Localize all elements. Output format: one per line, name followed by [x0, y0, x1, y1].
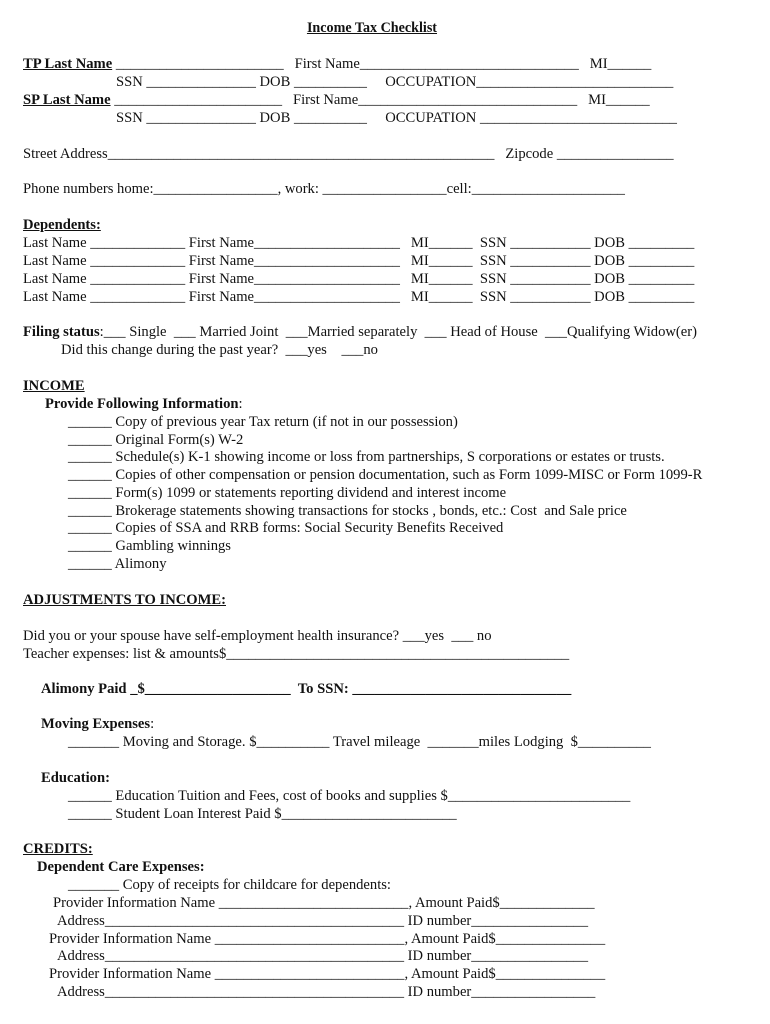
income-item[interactable]: ______ Copy of previous year Tax return (if not in our possession) — [68, 414, 458, 430]
income-item[interactable]: ______ Copies of SSA and RRB forms: Social Security Benefits Received — [68, 520, 504, 536]
income-item[interactable]: ______ Gambling winnings — [68, 538, 231, 554]
moving-expenses-colon: : — [150, 716, 155, 732]
provider-address-row[interactable]: Address_________________________________________ ID number________________ — [57, 948, 589, 964]
income-item[interactable]: ______ Copies of other compensation or pension documentation, such as Form 1099-MISC or Form 1099-R — [68, 467, 703, 483]
provider-name-row[interactable]: Provider Information Name __________________________, Amount Paid$_____________ — [53, 895, 595, 911]
moving-expenses-row[interactable]: _______ Moving and Storage. $__________ Travel mileage _______miles Lodging $__________ — [68, 734, 651, 750]
filing-change-question[interactable]: Did this change during the past year? ___yes ___no — [61, 342, 378, 358]
dependent-row[interactable]: Last Name _____________ First Name____________________ MI______ SSN ___________ DOB _________ — [23, 253, 695, 269]
dependent-care-heading: Dependent Care Expenses: — [37, 859, 205, 875]
income-item[interactable]: ______ Form(s) 1099 or statements reporting dividend and interest income — [68, 485, 507, 501]
sp-last-name-label: SP Last Name — [23, 92, 111, 108]
income-item[interactable]: ______ Schedule(s) K-1 showing income or loss from partnerships, S corporations or estates or trusts. — [68, 449, 665, 465]
income-heading: INCOME — [23, 378, 85, 394]
sp-ssn-row[interactable]: SSN _______________ DOB __________ OCCUPATION ___________________________ — [116, 110, 677, 126]
provider-address-row[interactable]: Address_________________________________________ ID number_________________ — [57, 984, 596, 1000]
phone-row[interactable]: Phone numbers home:_________________, work: _________________cell:_____________________ — [23, 181, 625, 197]
sp-name-fields[interactable]: _______________________ First Name______________________________ MI______ — [110, 92, 650, 108]
street-address-row[interactable]: Street Address_____________________________________________________ Zipcode ________________ — [23, 146, 674, 162]
health-insurance-question[interactable]: Did you or your spouse have self-employment health insurance? ___yes ___ no — [23, 628, 492, 644]
tp-last-name-label: TP Last Name — [23, 56, 113, 72]
moving-expenses-label: Moving Expenses — [41, 716, 151, 732]
income-item[interactable]: ______ Brokerage statements showing transactions for stocks , bonds, etc.: Cost and Sale price — [68, 503, 627, 519]
income-item[interactable]: ______ Original Form(s) W-2 — [68, 432, 244, 448]
dependent-row[interactable]: Last Name _____________ First Name____________________ MI______ SSN ___________ DOB _________ — [23, 289, 695, 305]
provider-address-row[interactable]: Address_________________________________________ ID number________________ — [57, 913, 589, 929]
sp-row — [23, 92, 650, 110]
provider-name-row[interactable]: Provider Information Name __________________________, Amount Paid$_______________ — [49, 931, 606, 947]
income-item[interactable]: ______ Alimony — [68, 556, 167, 572]
education-item[interactable]: ______ Student Loan Interest Paid $________________________ — [68, 806, 457, 822]
education-heading: Education: — [41, 770, 110, 786]
teacher-expenses-row[interactable]: Teacher expenses: list & amounts$_______________________________________________ — [23, 646, 570, 662]
alimony-paid-row[interactable]: Alimony Paid _$____________________ To SSN: ______________________________ — [41, 681, 572, 697]
tp-ssn-row[interactable]: SSN _______________ DOB __________ OCCUPATION___________________________ — [116, 74, 674, 90]
income-subheading — [45, 396, 243, 414]
filing-status-options[interactable]: :___ Single ___ Married Joint ___Married separately ___ Head of House ___Qualifying Widow(er) — [99, 324, 697, 340]
filing-status-row — [23, 324, 697, 342]
dependent-row[interactable]: Last Name _____________ First Name____________________ MI______ SSN ___________ DOB _________ — [23, 235, 695, 251]
filing-status-label: Filing status — [23, 324, 100, 340]
moving-expenses-heading — [41, 716, 154, 734]
provide-info-label: Provide Following Information — [45, 396, 239, 412]
adjustments-heading: ADJUSTMENTS TO INCOME: — [23, 592, 226, 608]
page-title: Income Tax Checklist — [306, 20, 438, 36]
education-item[interactable]: ______ Education Tuition and Fees, cost of books and supplies $_________________________ — [68, 788, 631, 804]
credits-heading: CREDITS: — [23, 841, 93, 857]
provider-name-row[interactable]: Provider Information Name __________________________, Amount Paid$_______________ — [49, 966, 606, 982]
tp-row — [23, 56, 651, 74]
tp-name-fields[interactable]: _______________________ First Name______________________________ MI______ — [112, 56, 652, 72]
childcare-receipts-row[interactable]: _______ Copy of receipts for childcare for dependents: — [68, 877, 391, 893]
provide-info-colon: : — [238, 396, 243, 412]
dependents-heading: Dependents: — [23, 217, 101, 233]
dependent-row[interactable]: Last Name _____________ First Name____________________ MI______ SSN ___________ DOB _________ — [23, 271, 695, 287]
